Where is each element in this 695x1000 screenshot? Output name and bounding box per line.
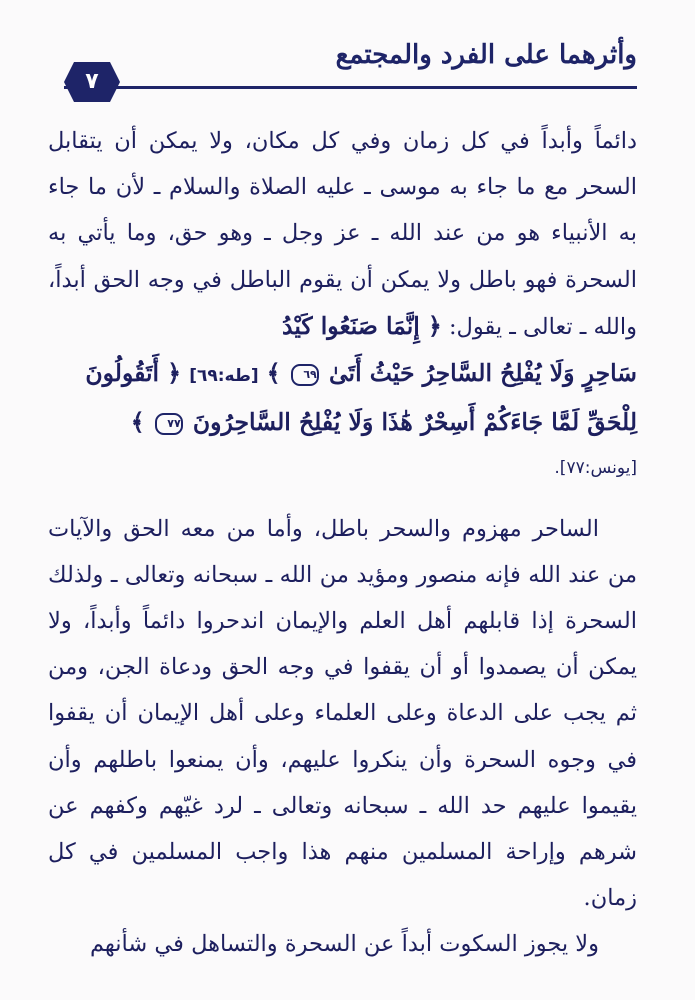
text-line: وما يأتي به السحرة فهو باطل ولا يمكن أن يقوم الباطل في [48,220,638,293]
text-line: ولا يجوز السكوت أبداً عن السحرة والتساهل في شأنهم [89,931,599,958]
text-line: وإراحة المسلمين منهم هذا واجب المسلمين في كل زمان. [48,839,637,912]
quran-verse-1-start: ﴿ إِنَّمَا صَنَعُوا كَيْدُ [281,311,442,340]
text-line: الساحر مهزوم والسحر باطل، وأما من معه الحق والآيات من [48,515,637,588]
body-text [48,118,637,968]
verse-reference: [يونس:٧٧]. [554,458,637,479]
text-line: يجب على الدعاة وعلى العلماء وعلى أهل الإيمان أن يقفوا في [48,700,637,773]
text-line: وجه الحق أبداً، والله ـ تعالى ـ يقول: [48,266,637,340]
quran-verse-line: سَاحِرٍ وَلَا يُفْلِحُ السَّاحِرُ حَيْثُ أَتَىٰ ٦٩ ﴾ [طه:٦٩] ﴿ أَتَقُولُونَ [85,359,637,388]
text-line: ما جاء به الأنبياء هو من عند الله ـ عز وجل ـ وهو حق، [48,174,637,247]
quran-verse-2-start: ﴿ أَتَقُولُونَ [85,359,181,388]
text-line: عند الله فإنه منصور ومؤيد من الله ـ سبحانه وتعالى ـ ولذلك [48,561,601,588]
verse-reference: [طه:٦٩] [189,366,259,387]
paragraph-2 [48,506,637,922]
quran-verse-line: لِلْحَقِّ لَمَّا جَاءَكُمْ أَسِحْرٌ هَٰذَا وَلَا يُفْلِحُ السَّاحِرُونَ ٧٧ ﴾ [130,408,637,437]
text-line: السحر مع ما جاء به موسى ـ عليه الصلاة والسلام ـ لأن [115,174,637,201]
page-number: ٧ [85,69,99,94]
text-line: وجوه السحرة وأن ينكروا عليهم، وأن يمنعوا باطلهم وأن يقيموا [48,746,637,819]
header-rule [64,86,637,89]
page-number-badge [64,62,120,102]
quran-verse-2-end: لِلْحَقِّ لَمَّا جَاءَكُمْ أَسِحْرٌ هَٰذَا وَلَا يُفْلِحُ السَّاحِرُونَ [192,408,637,437]
paragraph-3 [48,921,637,967]
ayah-number-marker: ٦٩ [291,364,319,386]
text-line: يمكن أن يصمدوا أو أن يقفوا في وجه الحق ودعاة الجن، ومن ثم [48,654,638,727]
running-title: وأثرهما على الفرد والمجتمع [335,40,637,70]
quran-verse-1-end: سَاحِرٍ وَلَا يُفْلِحُ السَّاحِرُ حَيْثُ أَتَىٰ [328,359,637,388]
paragraph-1 [48,118,637,492]
ayah-number-marker: ٧٧ [155,413,183,435]
text-line: دائماً وأبداً في كل زمان وفي كل مكان، ولا يمكن أن يتقابل [48,128,637,154]
text-line: عليهم حد الله ـ سبحانه وتعالى ـ لرد غيّهم وكفهم عن شرهم [48,792,637,866]
text-line: السحرة إذا قابلهم أهل العلم والإيمان اندحروا دائماً وأبداً، ولا [48,608,637,635]
